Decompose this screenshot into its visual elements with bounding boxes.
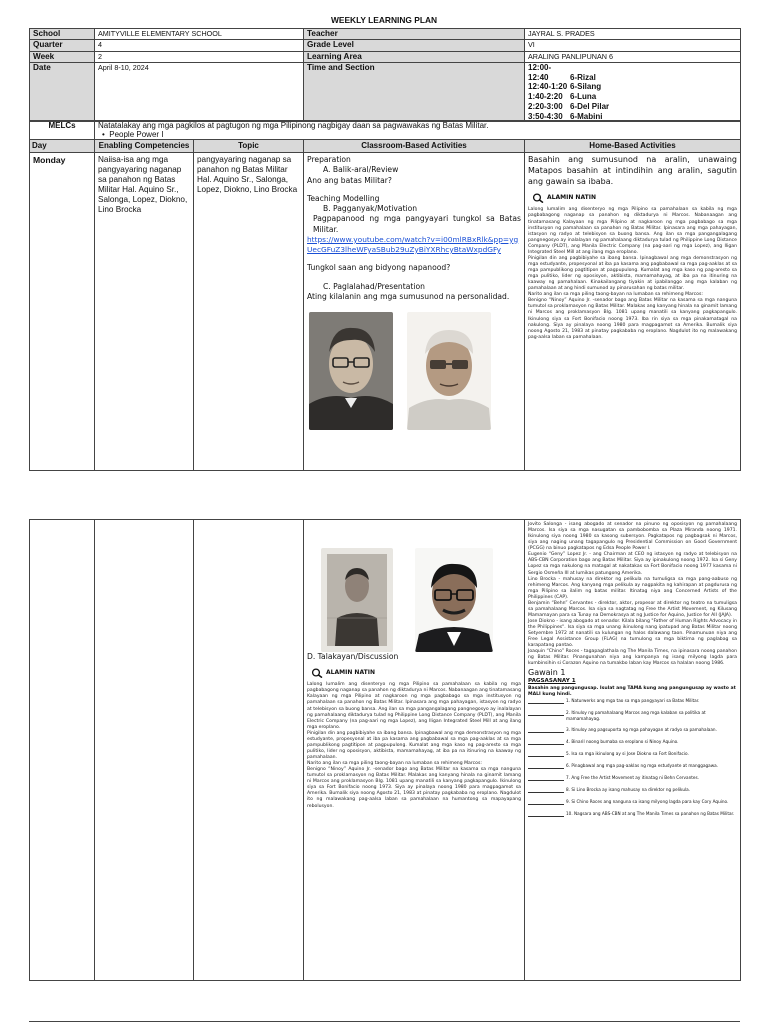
date-value: April 8-10, 2024 — [95, 62, 304, 122]
classroom-activities — [304, 153, 525, 471]
bio-cervantes: Benjamin “Behn” Cervantes - direktor, aktor, propesor at direktor ng teatro na tumuligsa sa pamahalaang Marcos. Isa siya sa nagtatag ng Free the Artist Movement, ng Kilusang Mamamayan para sa Tunay na Demokrasya at ng Justice for Aquino, Justice for All (JAJA). — [528, 600, 737, 618]
answer-blank[interactable] — [528, 799, 564, 805]
home-activities-continued — [525, 520, 741, 981]
empty-competency-cell — [95, 520, 194, 981]
weekly-plan-continuation — [29, 519, 741, 981]
portrait-photo-salonga — [321, 548, 393, 652]
question-row: 6. Pinagbawal ang mga pag-aaklas ng mga estudyante at manggagawa. — [528, 763, 737, 769]
header-table — [29, 28, 741, 122]
learning-area-value: ARALING PANLIPUNAN 6 — [525, 51, 741, 62]
activity-heading: Gawain 1 — [528, 667, 566, 677]
presentation-step: C. Paglalahad/Presentation — [323, 281, 425, 291]
answer-blank[interactable] — [528, 775, 564, 781]
melcs-table — [29, 120, 741, 140]
exercise-title: PAGSASANAY 1 — [528, 678, 576, 685]
col-competencies: Enabling Competencies — [95, 140, 194, 153]
portrait-photo-aquino — [309, 312, 393, 430]
classroom-activities-continued — [304, 520, 525, 981]
review-step: A. Balik-aral/Review — [323, 165, 399, 175]
quarter-label: Quarter — [30, 40, 95, 51]
question-row: 9. Si Chino Roces ang nanguna sa isang milyong lagda para kay Cory Aquino. — [528, 799, 737, 805]
section-row: 2:20-3:00 6-Del Pilar — [528, 101, 610, 111]
question-row: 2. Itinuloy ng pamahalaang Marcos ang mga kalaban sa politika at mamamahayag. — [528, 710, 737, 721]
home-intro: Basahin ang sumusunod na aralin, unawaing Matapos basahin at intindihin ang aralin, sagutin ang gawain sa ibaba. — [528, 155, 737, 186]
reading-paragraph: Narito ang ilan sa mga piling taong-bayan na lumaban sa rehimeng Marcos: — [528, 292, 703, 298]
reading-paragraph: Pinigilan din ang pagbibiyahe sa ibang bansa. Ipinagbawal ang mga demonstrasyon ng mga estudyante, propesyonal at iba pa kasama ang pagbabawal sa mga pag-aaklas at sa mga pampublikong pagtitipon at pagpupulong. Kumalat ang mga kaso ng pag-aresto sa mga pulitiko, lider ng oposisyon, aktibista, mamamahayag, at iba pa na itinuring na kaaway ng pamahalaan. Kinakailangang tiyakin at ipabilanggo ang mga kalaban ng pamahalaan at ang hindi sumunod ay pinarusahan ng batas militar. — [528, 255, 737, 292]
school-value: AMITYVILLE ELEMENTARY SCHOOL — [95, 29, 304, 40]
school-label: School — [30, 29, 95, 40]
reading-paragraph: Benigno “Ninoy” Aquino Jr. -senador bago ang Batas Militar na kasama sa mga nanguna tumutol sa proklamasyon ng Batas Militar. Malakas ang kanyang hinala na ginamit lamang ni Marcos ang proklamasyon Blg. 1081 upang manatili sa kanyang pagkapangulo. Ikinulong siya sa Fort Bonifacio noong 1973. Iba rin siya sa mga pinakamatagal na nakulong. Siya ay pinalaya noong 1980 para magpagamot sa Amerika. Bumalik siya noong Agosto 21, 1983 at pinatay pagkababa ng eroplano. Nagdulot ito ng malawakang pag-aalsa laban sa pamahalaan. — [528, 298, 737, 340]
melcs-bullet: • People Power I — [102, 130, 164, 139]
answer-blank[interactable] — [528, 763, 564, 769]
magnifier-icon — [532, 193, 544, 203]
answer-blank[interactable] — [528, 727, 564, 733]
answer-blank[interactable] — [528, 710, 564, 716]
week-value: 2 — [95, 51, 304, 62]
modelling-heading: Teaching Modelling — [307, 193, 380, 203]
time-section-list — [525, 62, 741, 122]
question-row: 10. Nagsara ang ABS-CBN at ang The Manila Times sa panahon ng Batas Militar. — [528, 811, 737, 817]
question-row: 4. Binaril noong bumaba sa eroplano si Ninoy Aquino. — [528, 739, 737, 745]
col-classroom: Classroom-Based Activities — [304, 140, 525, 153]
question-row: 5. Isa sa mga ikinulong ay si Jose Diokno sa Fort Bonifacio. — [528, 751, 737, 757]
time-section-label: Time and Section — [304, 62, 525, 122]
video-question: Tungkol saan ang bidyong napanood? — [307, 263, 451, 273]
col-day: Day — [30, 140, 95, 153]
melcs-label: MELCs — [30, 121, 95, 140]
melcs-text: Natatalakay ang mga pagkilos at pagtugon ng mga Pilipinong nagbigay daan sa pagwawakas ng Batas Militar. — [98, 121, 489, 130]
bio-salonga: Jovito Salonga - isang abogado at senador na pinuno ng oposisyon ng pamahalaang Marcos. Isa siya sa mga nasugatan sa pambobomba sa Plaza Miranda noong 1971. Ikinulong siya noong 1980 sa kasong subersyon. Pagkatapos ng pagbagsak ni Marcos, siya ang naging unang tagapangulo ng Presidential Commission on Good Government (PCGG) na binuo pagkatapos ng Edsa People Power I. — [528, 522, 737, 552]
answer-blank[interactable] — [528, 787, 564, 793]
col-topic: Topic — [194, 140, 304, 153]
bio-roces: Joaquin “Chino” Roces - tagapaglathala ng The Manila Times, na ipinasara noong panahon ng Batas Militar. Pinangunahan niya ang kampanya ng isang milyong lagda para kumbinsihin si Corazon Aquino na tumakbo laban kay Marcos sa halalan noong 1986. — [528, 649, 737, 667]
portrait-photo-lopez — [415, 548, 493, 652]
exercise-instruction: Basahin ang pangungusap. Isulat ang TAMA kung ang pangungusap ay wasto at MALI kung hindi. — [528, 685, 736, 698]
section-row: 1:40-2:20 6-Luna — [528, 92, 597, 101]
learning-area-label: Learning Area — [304, 51, 525, 62]
bio-diokno: Jose Diokno - isang abogado at senador. Kilala bilang "Father of Human Rights Advocacy in the Philippines". Isa siya sa mga unang ikinulong nang ipatupad ang Batas Militar noong Setyembre 1972 at nanatili sa kulungan ng halos dalawang taon. Pinamunuan niya ang Free Legal Assistance Group (FLAG) na tumulong sa mga biktima ng paglabag sa karapatang pantao. — [528, 619, 737, 649]
topic-text: pangyayaring naganap sa panahon ng Batas Militar Hal. Aquino Sr., Salonga, Lopez, Diokno, Lino Brocka — [194, 153, 304, 471]
alamin-heading: ALAMIN NATIN — [532, 193, 737, 203]
motivation-text: Pagpapanood ng mga pangyayari tungkol sa Batas Militar. — [313, 214, 521, 234]
teacher-value: JAYRAL S. PRADES — [525, 29, 741, 40]
page-bottom-rule — [29, 1021, 740, 1022]
section-row: 12:00-12:40 6-Rizal — [528, 62, 596, 82]
weekly-plan-table — [29, 139, 741, 471]
discussion-step: D. Talakayan/Discussion — [307, 652, 399, 661]
answer-blank[interactable] — [528, 698, 564, 704]
question-row: 3. Itinuloy ang pagsuporta ng mga pahayagan at radyo sa pamahalaan. — [528, 727, 737, 733]
presentation-text: Ating kilalanin ang mga sumusunod na personalidad. — [307, 291, 510, 301]
quarter-value: 4 — [95, 40, 304, 51]
empty-topic-cell — [194, 520, 304, 981]
melcs-cell — [95, 121, 741, 140]
teacher-label: Teacher — [304, 29, 525, 40]
review-question: Ano ang batas Militar? — [307, 175, 392, 185]
grade-value: VI — [525, 40, 741, 51]
reading-paragraph: Narito ang ilan sa mga piling taong-bayan na lumaban sa rehimeng Marcos: — [307, 761, 482, 767]
reading-paragraph: Pinigilan din ang pagbibiyahe sa ibang bansa. Ipinagbawal ang mga demonstrasyon ng mga estudyante, propesyonal at iba pa kasama ang pagbabawal sa mga pag-aaklas at sa mga pampublikong pagtitipon at pagpupulong. Kumalat ang mga kaso ng pag-aresto sa mga pulitiko, lider ng oposisyon, aktibista, mamamahayag, at iba pa na itinuring na kaaway ng pamahalaan. — [307, 730, 521, 760]
bio-brocka: Lino Brocka - mahusay na direktor ng pelikula na tumuligsa sa mga pang-aabuso ng rehimeng Marcos. Ang kanyang mga pelikula ay nagpakita ng kahirapan at pagdurusa ng mga Pilipino sa ilalim ng batas militar. Itinatag niya ang Concerned Artists of the Philippines (CAP). — [528, 576, 737, 600]
empty-day-cell — [30, 520, 95, 981]
alamin-heading-2: ALAMIN NATIN — [311, 668, 521, 678]
answer-blank[interactable] — [528, 751, 564, 757]
day-monday: Monday — [30, 153, 95, 471]
question-row: 1. Naturwerks ang mga tao sa mga pangyayari sa Batas Militar. — [528, 698, 737, 704]
motivation-step: B. Pagganyak/Motivation — [323, 204, 418, 213]
answer-blank[interactable] — [528, 739, 564, 745]
grade-label: Grade Level — [304, 40, 525, 51]
section-row: 12:40-1:20 6-Silang — [528, 82, 602, 92]
enabling-competency: Naiisa-isa ang mga pangyayaring naganap sa panahon ng Batas Militar Hal. Aquino Sr., Salonga, Lopez, Diokno, Lino Brocka — [95, 153, 194, 471]
document-title: WEEKLY LEARNING PLAN — [330, 15, 438, 25]
magnifier-icon — [311, 668, 323, 678]
answer-blank[interactable] — [528, 811, 564, 817]
personality-photos — [307, 312, 521, 430]
youtube-link[interactable]: https://www.youtube.com/watch?v=i00mlRBxRlk&pp=ygUecGFuZ3lheWFyaSBub29uZyBiYXRhcyBtaWxpdGFy — [307, 234, 519, 254]
question-row: 8. Si Lino Brocka ay isang mahusay na direktor ng pelikula. — [528, 787, 737, 793]
week-label: Week — [30, 51, 95, 62]
reading-paragraph: Benigno “Ninoy” Aquino Jr. -senador bago ang Batas Militar na kasama sa mga nanguna tumutol sa proklamasyon ng Batas Militar. Malakas ang kanyang hinala na ginamit lamang ni Marcos ang proklamasyon Blg. 1081 upang manatili sa kanyang pagkapangulo. Ikinulong siya sa Fort Bonifacio noong 1973. Siya ay pinalaya noong 1980 para magpagamot sa Amerika. Bumalik siya noong Agosto 21, 1983 at pinatay pagkababa ng eroplano. Nagdulot ito ng malawakang pag-aalsa laban sa pamahalaan na humantong sa mapayapang rebolusyon. — [307, 767, 521, 809]
preparation-heading: Preparation — [307, 155, 351, 164]
portrait-photo-diokno — [407, 312, 491, 430]
question-row: 7. Ang Free the Artist Movement ay itinatag ni Behn Cervantes. — [528, 775, 737, 781]
home-activities — [525, 153, 741, 471]
col-home: Home-Based Activities — [525, 140, 741, 153]
reading-paragraph: Lalong lumalim ang disenteryo ng mga Pilipino sa pamahalaan sa kabila ng mga pagbabagong naganap sa panahon ng diktadurya ni Marcos. Nabanaagan ang tinatamasang Kalayaan ng mga Pilipino at nagkaroon ng mga pagbabago sa mga institusyon ng pamahalaan sa panahon ng Batas Militar. Ipinasara ang mga pahayagan, istasyon ng radyo at telebisyon sa buong bansa. Ang ilan sa mga pangangalagang pangnegosyo ay inalalayan ng pamahalaang diktadurya tulad ng Philippine Long Distance Company (PLDT), ang Manila Electric Company (na pag-aari ng mga Lopez), ang Iligan Integrated Steel Mill at ang ilang mga eroplano. — [528, 207, 737, 255]
reading-paragraph: Lalong lumalim ang disenteryo ng mga Pilipino sa pamahalaan sa kabila ng mga pagbabagong naganap sa panahon ng diktadurya ni Marcos. Nabanaagan ang tinatamasang Kalayaan ng mga Pilipino at nagkaroon ng mga pagbabago sa mga institusyon ng pamahalaan sa panahon ng Batas Militar. Ipinasara ang mga pahayagan, istasyon ng radyo at telebisyon sa buong bansa. Ang ilan sa mga pangangalagang pangnegosyo ay inalalayan ng pamahalaang diktadurya tulad ng Philippine Long Distance Company (PLDT), ang Manila Electric Company (na pag-aari ng mga Lopez), ang Iligan Integrated Steel Mill at ang ilang mga eroplano. — [307, 682, 521, 730]
bio-lopez: Eugenio “Geny” Lopez Jr. - ang Chairman at CEO ng istasyon ng radyo at telebisyon na ABS-CBN Corporation bago ang Batas Militar. Siya ay ipinakulong noong 1972. Isa si Geny Lopez sa mga nakulong na matagal at nakatakas sa Fort Bonifacio noong 1977 kasama ni Sergio Osmeña III at lumikas patungong Amerika. — [528, 552, 737, 576]
personality-photos-2 — [307, 548, 521, 652]
date-label: Date — [30, 62, 95, 122]
section-row: 3:50-4:30 6-Mabini — [528, 111, 603, 121]
